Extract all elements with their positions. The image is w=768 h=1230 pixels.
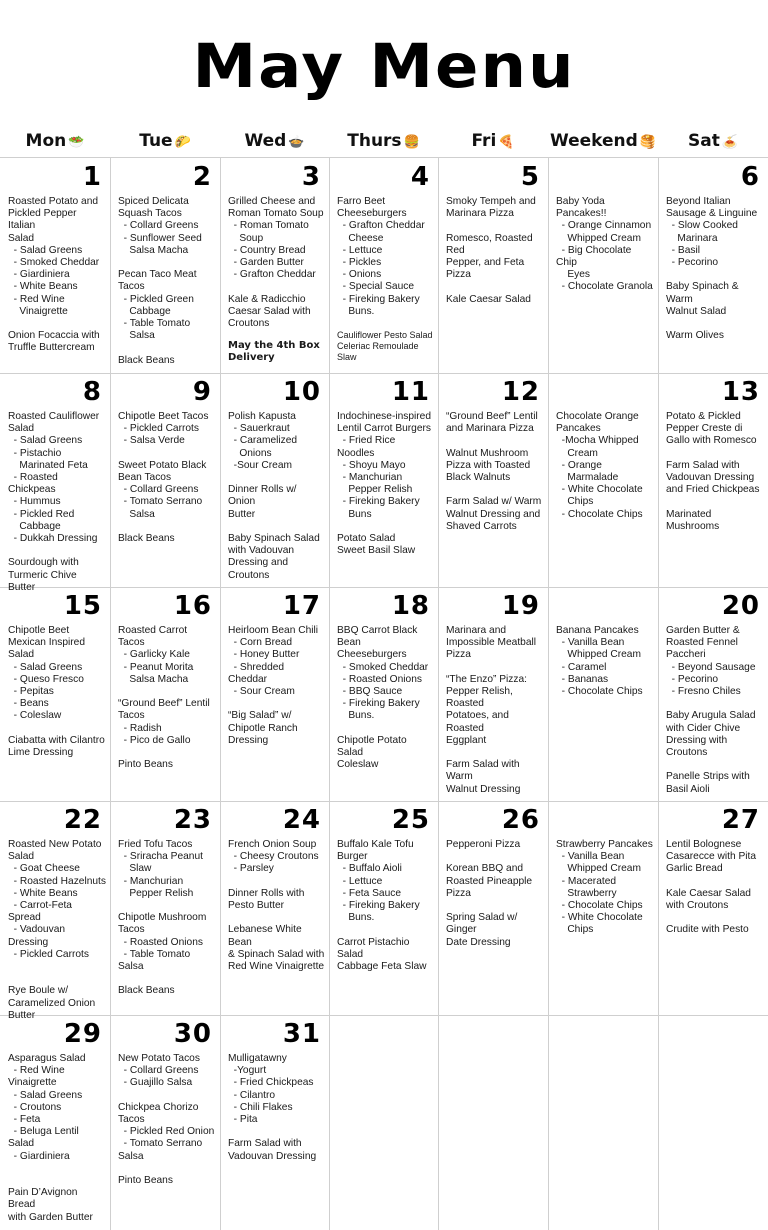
- menu-items: [8, 625, 106, 759]
- menu-text: Mulligatawny -Yogurt - Fried Chickpeas - Cilantro - Chili Flakes - Pita Farm Salad with Vadouvan Dressing: [228, 1053, 317, 1162]
- menu-items: [118, 1053, 216, 1187]
- menu-items: [666, 411, 764, 533]
- day-cell: [329, 1015, 438, 1230]
- day-header-label: Weekend: [549, 131, 638, 151]
- menu-items: [666, 839, 764, 937]
- menu-text: Smoky Tempeh and Marinara Pizza Romesco, Roasted Red Pepper, and Feta Pizza Kale Caesar Salad: [446, 196, 536, 305]
- menu-text: Indochinese-inspired Lentil Carrot Burgers - Fried Rice Noodles - Shoyu Mayo - Manchurian Pepper Relish - Fireking Bakery Buns Potato Salad Sweet Basil Slaw: [337, 411, 432, 557]
- menu-text: Fried Tofu Tacos - Sriracha Peanut Slaw - Manchurian Pepper Relish Chipotle Mushroom Tacos - Roasted Onions - Table Tomato Salsa Black Beans: [118, 839, 207, 997]
- menu-items: [556, 625, 654, 698]
- menu-text: Chipotle Beet Mexican Inspired Salad - Salad Greens - Queso Fresco - Pepitas - Beans - Coleslaw Ciabatta with Cilantro Lime Dressing: [8, 625, 105, 759]
- menu-items: [337, 411, 434, 557]
- menu-text: Roasted Cauliflower Salad - Salad Greens - Pistachio Marinated Feta - Roasted Chickpeas - Hummus - Pickled Red Cabbage - Dukkah Dressing Sourdough with Turmeric Chive Butter: [8, 411, 100, 593]
- menu-text: Potato & Pickled Pepper Creste di Gallo with Romesco Farm Salad with Vadouvan Dressing and Fried Chickpeas Marinated Mushrooms: [666, 411, 760, 532]
- menu-text: Roasted New Potato Salad - Goat Cheese - Roasted Hazelnuts - White Beans - Carrot-Feta Spread - Vadouvan Dressing - Pickled Carrots Rye Boule w/ Caramelized Onion Butter: [8, 839, 106, 1021]
- day-cell: [220, 801, 329, 1015]
- menu-text: Lentil Bolognese Casarecce with Pita Garlic Bread Kale Caesar Salad with Croutons Crudite with Pesto: [666, 839, 757, 936]
- day-number: 22: [63, 805, 102, 835]
- day-cell: [438, 801, 548, 1015]
- menu-text: Chocolate Orange Pancakes -Mocha Whipped Cream - Orange Marmalade - White Chocolate Chips - Chocolate Chips: [556, 411, 643, 520]
- pancakes-icon: 🥞: [639, 135, 657, 150]
- menu-items: [446, 839, 544, 949]
- day-cell: [220, 1015, 329, 1230]
- day-number: 3: [301, 162, 321, 192]
- menu-items: [446, 625, 544, 796]
- menu-text: Pepperoni Pizza Korean BBQ and Roasted Pineapple Pizza Spring Salad w/ Ginger Date Dressing: [446, 839, 533, 948]
- menu-text: Polish Kapusta - Sauerkraut - Caramelized Onions -Sour Cream Dinner Rolls w/ Onion Butter Baby Spinach Salad with Vadouvan Dressing and Croutons: [228, 411, 320, 581]
- day-cell: [438, 373, 548, 587]
- day-number: 4: [410, 162, 430, 192]
- pasta-icon: 🍝: [721, 135, 739, 150]
- menu-items: [446, 411, 544, 533]
- day-header-sat: [658, 126, 768, 156]
- menu-items: [228, 411, 325, 582]
- day-cell: [0, 801, 110, 1021]
- day-number: 20: [721, 591, 760, 621]
- menu-text: “Ground Beef” Lentil and Marinara Pizza Walnut Mushroom Pizza with Toasted Black Walnuts Farm Salad w/ Warm Walnut Dressing and Shaved Carrots: [446, 411, 542, 532]
- day-number: 12: [501, 377, 540, 407]
- day-header-label: Thurs: [347, 131, 402, 151]
- day-cell: [110, 587, 220, 801]
- day-cell: [548, 587, 658, 801]
- day-number: 29: [63, 1019, 102, 1049]
- day-header-mon: [0, 126, 110, 156]
- menu-items: [8, 411, 106, 594]
- day-cell: [329, 801, 438, 1015]
- menu-text: Garden Butter & Roasted Fennel Paccheri - Beyond Sausage - Pecorino - Fresno Chiles Baby Arugula Salad with Cider Chive Dressing with Croutons Panelle Strips with Basil Aioli: [666, 625, 756, 795]
- day-cell: [329, 158, 438, 373]
- soup-pot-icon: 🍲: [288, 135, 305, 150]
- day-header-fri: [438, 126, 548, 156]
- day-cell: [438, 158, 548, 373]
- day-cell: [220, 373, 329, 587]
- day-cell: [0, 158, 110, 373]
- day-cell: [438, 1015, 548, 1230]
- pizza-icon: 🍕: [498, 135, 515, 150]
- day-cell: [548, 1015, 658, 1230]
- day-number: 17: [282, 591, 321, 621]
- day-header-label: Fri: [471, 131, 497, 151]
- day-cell: [658, 801, 768, 1015]
- day-cell: [220, 158, 329, 373]
- day-header-label: Tue: [139, 131, 173, 151]
- day-cell: [658, 373, 768, 587]
- menu-items: [118, 196, 216, 367]
- day-number: 24: [282, 805, 321, 835]
- menu-items: [337, 839, 434, 973]
- menu-calendar-grid: [0, 157, 768, 1229]
- day-number: 30: [173, 1019, 212, 1049]
- day-cell: [658, 587, 768, 801]
- menu-items: [556, 839, 654, 937]
- day-number: 27: [721, 805, 760, 835]
- day-cell: [329, 587, 438, 801]
- menu-items: [228, 839, 325, 973]
- menu-sides: Cauliflower Pesto Salad Celeriac Remoulade Slaw: [337, 330, 433, 363]
- menu-text: Beyond Italian Sausage & Linguine - Slow Cooked Marinara - Basil - Pecorino Baby Spinach & Warm Walnut Salad Warm Olives: [666, 196, 758, 342]
- day-number: 16: [173, 591, 212, 621]
- day-cell: [0, 373, 110, 593]
- menu-items: [8, 1053, 106, 1224]
- taco-icon: 🌮: [174, 135, 191, 150]
- menu-items: [556, 196, 654, 294]
- page-title: May Menu: [192, 31, 576, 103]
- day-cell: [0, 587, 110, 801]
- day-cell: [329, 373, 438, 587]
- menu-items: [666, 625, 764, 796]
- day-cell: [0, 1015, 110, 1230]
- menu-items: [228, 1053, 325, 1163]
- day-header-label: Sat: [687, 131, 720, 151]
- menu-text: Roasted Potato and Pickled Pepper Italian Salad - Salad Greens - Smoked Cheddar - Giardiniera - White Beans - Red Wine Vinaigrette Onion Focaccia with Truffle Buttercream: [8, 196, 100, 354]
- day-number: 5: [520, 162, 540, 192]
- day-cell: [110, 373, 220, 587]
- menu-items: [228, 196, 325, 364]
- menu-text: Buffalo Kale Tofu Burger - Buffalo Aioli - Lettuce - Feta Sauce - Fireking Bakery Buns. Carrot Pistachio Salad Cabbage Feta Slaw: [337, 839, 427, 973]
- menu-items: [8, 196, 106, 355]
- day-header-thurs: [329, 126, 438, 156]
- menu-items: [446, 196, 544, 306]
- day-cell: [110, 801, 220, 1015]
- day-number: 15: [63, 591, 102, 621]
- day-number: 9: [192, 377, 212, 407]
- menu-items: [556, 411, 654, 521]
- menu-text: Heirloom Bean Chili - Corn Bread - Honey Butter - Shredded Cheddar - Sour Cream “Big Salad” w/ Chipotle Ranch Dressing: [228, 625, 319, 746]
- day-header-row: [0, 126, 768, 156]
- day-cell: [438, 587, 548, 801]
- day-header-tue: [110, 126, 220, 156]
- menu-text: New Potato Tacos - Collard Greens - Guajillo Salsa Chickpea Chorizo Tacos - Pickled Red Onion - Tomato Serrano Salsa Pinto Beans: [118, 1053, 215, 1187]
- day-number: 1: [82, 162, 102, 192]
- delivery-note: May the 4th Box Delivery: [228, 340, 320, 364]
- day-header-label: Wed: [244, 131, 287, 151]
- day-number: 18: [391, 591, 430, 621]
- day-cell: [548, 801, 658, 1015]
- menu-items: [337, 625, 434, 771]
- burger-icon: 🍔: [403, 135, 420, 150]
- menu-text: Baby Yoda Pancakes!! - Orange Cinnamon Whipped Cream - Big Chocolate Chip Eyes - Chocolate Granola: [556, 196, 653, 293]
- menu-items: [118, 839, 216, 998]
- menu-items: [118, 625, 216, 771]
- menu-items: [8, 839, 106, 1022]
- menu-text: Chipotle Beet Tacos - Pickled Carrots - Salsa Verde Sweet Potato Black Bean Tacos - Collard Greens - Tomato Serrano Salsa Black Beans: [118, 411, 209, 545]
- day-cell: [220, 587, 329, 801]
- day-number: 11: [391, 377, 430, 407]
- day-cell: [658, 1015, 768, 1230]
- menu-items: [666, 196, 764, 342]
- day-header-wed: [220, 126, 329, 156]
- menu-text: Asparagus Salad - Red Wine Vinaigrette - Salad Greens - Croutons - Feta - Beluga Lentil Salad - Giardiniera Pain D’Avignon Bread with Garden Butter: [8, 1053, 93, 1223]
- day-cell: [110, 158, 220, 373]
- day-number: 2: [192, 162, 212, 192]
- day-number: 10: [282, 377, 321, 407]
- menu-items: [118, 411, 216, 545]
- menu-text: Banana Pancakes - Vanilla Bean Whipped Cream - Caramel - Bananas - Chocolate Chips: [556, 625, 643, 698]
- day-number: 8: [82, 377, 102, 407]
- menu-text: BBQ Carrot Black Bean Cheeseburgers - Smoked Cheddar - Roasted Onions - BBQ Sauce - Fireking Bakery Buns. Chipotle Potato Salad Coleslaw: [337, 625, 429, 771]
- day-number: 31: [282, 1019, 321, 1049]
- day-cell: [548, 373, 658, 587]
- menu-text: Roasted Carrot Tacos - Garlicky Kale - Peanut Morita Salsa Macha “Ground Beef” Lentil Tacos - Radish - Pico de Gallo Pinto Beans: [118, 625, 210, 771]
- day-header-label: Mon: [25, 131, 67, 151]
- day-header-weekend: [548, 126, 658, 156]
- salad-icon: 🥗: [68, 135, 85, 150]
- day-cell: [658, 158, 768, 373]
- day-number: 23: [173, 805, 212, 835]
- menu-text: Farro Beet Cheeseburgers - Grafton Cheddar Cheese - Lettuce - Pickles - Onions - Special Sauce - Fireking Bakery Buns.: [337, 196, 425, 317]
- day-number: 19: [501, 591, 540, 621]
- menu-text: Grilled Cheese and Roman Tomato Soup - Roman Tomato Soup - Country Bread - Garden Butter - Grafton Cheddar Kale & Radicchio Caesar Salad with Croutons: [228, 196, 324, 330]
- menu-items: [228, 625, 325, 747]
- day-cell: [110, 1015, 220, 1230]
- menu-text: Marinara and Impossible Meatball Pizza “The Enzo” Pizza: Pepper Relish, Roasted Potatoes, and Roasted Eggplant Farm Salad with Warm Walnut Dressing: [446, 625, 537, 795]
- menu-text: Spiced Delicata Squash Tacos - Collard Greens - Sunflower Seed Salsa Macha Pecan Taco Meat Tacos - Pickled Green Cabbage - Table Tomato Salsa Black Beans: [118, 196, 202, 366]
- day-number: 6: [740, 162, 760, 192]
- day-cell: [548, 158, 658, 373]
- menu-text: French Onion Soup - Cheesy Croutons - Parsley Dinner Rolls with Pesto Butter Lebanese White Bean & Spinach Salad with Red Wine Vinaigrette: [228, 839, 325, 973]
- day-number: 26: [501, 805, 540, 835]
- day-number: 13: [721, 377, 760, 407]
- menu-text: Strawberry Pancakes - Vanilla Bean Whipped Cream - Macerated Strawberry - Chocolate Chips - White Chocolate Chips: [556, 839, 653, 936]
- day-number: 25: [391, 805, 430, 835]
- menu-items: [337, 196, 434, 363]
